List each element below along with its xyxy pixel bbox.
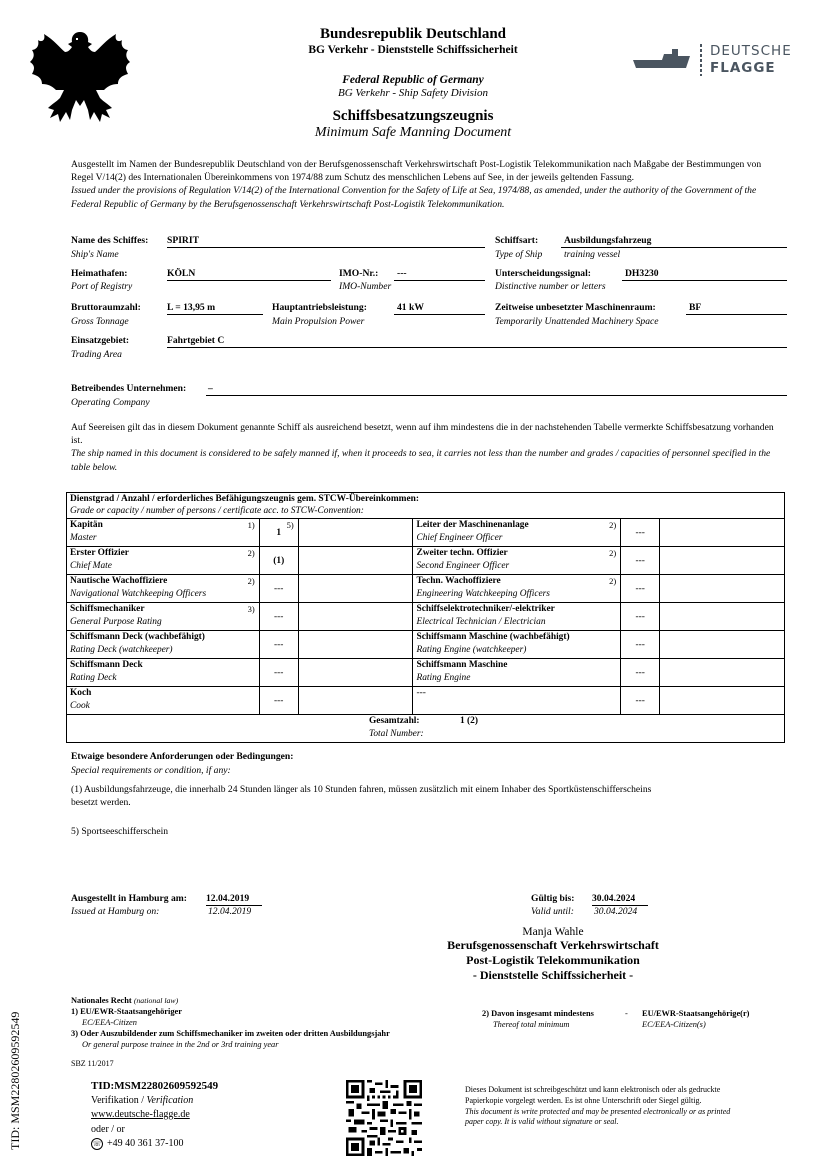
protection-note-en: This document is write protected and may be presented electronically or as printed paper copy. It is valid without signature or seal. — [465, 1106, 731, 1127]
gt-label-en: Gross Tonnage — [71, 316, 129, 327]
table-row — [67, 631, 785, 659]
footnote-ref: 2) — [609, 520, 617, 530]
grade-label: Zweiter techn. Offizier — [416, 548, 508, 558]
grade-label-en: Second Engineer Officer — [416, 561, 510, 571]
total-value: 1 (2) — [460, 716, 478, 726]
operator-value: – — [206, 383, 787, 396]
grade-label: Erster Offizier — [70, 548, 129, 558]
area-label-en: Trading Area — [71, 349, 122, 360]
safe-manning-en: The ship named in this document is considered to be safely manned if, when it proceeds to sea, it carries not less than the number and grades / capacities of personnel specified in the table below. — [71, 448, 771, 473]
crew-table-header-en: Grade or capacity / number of persons / certificate acc. to STCW-Convention: — [70, 506, 364, 516]
footnote-2-dash: - — [625, 1009, 628, 1018]
header-authority-en: BG Verkehr - Ship Safety Division — [338, 87, 488, 99]
grade-label-en: Master — [70, 533, 97, 543]
port-label-en: Port of Registry — [71, 281, 133, 292]
logo-text-2: FLAGGE — [710, 60, 776, 76]
area-label: Einsatzgebiet: — [71, 335, 130, 346]
verification-phone: +49 40 361 37-100 — [107, 1138, 184, 1149]
grade-count: --- — [621, 687, 660, 715]
document-title: Schiffsbesatzungszeugnis — [332, 108, 494, 124]
grade-label: --- — [416, 688, 426, 698]
ship-logo-icon — [632, 46, 692, 72]
grade-count: --- — [259, 631, 298, 659]
total-label-en: Total Number: — [369, 729, 424, 739]
signal-label: Unterscheidungssignal: — [495, 268, 591, 279]
federal-eagle-emblem — [30, 28, 130, 128]
special-heading: Etwaige besondere Anforderungen oder Bedingungen: — [71, 751, 294, 762]
national-law-label-en: (national law) — [133, 996, 179, 1005]
grade-label: Kapitän — [70, 520, 103, 530]
ums-value: BF — [686, 302, 787, 315]
issuer-org-2: Post-Logistik Telekommunikation — [466, 953, 640, 967]
grade-count: --- — [621, 631, 660, 659]
grade-label: Schiffsmann Maschine (wachbefähigt) — [416, 632, 570, 642]
table-row — [67, 575, 785, 603]
grade-count: 1 — [276, 527, 282, 538]
grade-label: Leiter der Maschinenanlage — [416, 520, 529, 530]
total-label: Gesamtzahl: — [369, 716, 420, 726]
verification-label: Verifikation / — [91, 1094, 147, 1106]
signal-value: DH3230 — [622, 268, 787, 281]
or-label: oder / or — [91, 1123, 125, 1135]
logo-divider — [700, 44, 702, 76]
port-label: Heimathafen: — [71, 268, 128, 279]
intro-de: Ausgestellt im Namen der Bundesrepublik Deutschland von der Berufsgenossenschaft Verkehrswirtschaft Post-Logistik Telekommunikation nach Maßgabe der Bestimmungen von Regel V/14(2) des Internationalen Übereinkommens von 1974/88 zum Schutz des menschlichen Lebens auf See, in der jeweils geltenden Fassung. — [71, 159, 762, 184]
footnote-ref: 2) — [609, 548, 617, 558]
form-number: SBZ 11/2017 — [71, 1059, 114, 1068]
table-row — [67, 547, 785, 575]
operator-label: Betreibendes Unternehmen: — [71, 383, 187, 394]
footnote-ref: 2) — [609, 576, 617, 586]
footnote-2-en: Thereof total minimum — [493, 1020, 570, 1029]
grade-label-en: Electrical Technician / Electrician — [416, 617, 546, 627]
ship-name-value: SPIRIT — [167, 235, 485, 248]
grade-label-en: Chief Mate — [70, 561, 112, 571]
footnote-2b-en: EC/EEA-Citizen(s) — [642, 1020, 706, 1029]
issuer-org-1: Berufsgenossenschaft Verkehrswirtschaft — [447, 938, 659, 952]
valid-label-en: Valid until: — [531, 906, 574, 917]
table-row — [67, 659, 785, 687]
table-row — [67, 687, 785, 715]
footnote-3-en: Or general purpose trainee in the 2nd or 3rd training year — [82, 1040, 279, 1049]
ship-type-value: Ausbildungsfahrzeug — [561, 235, 787, 248]
grade-count: --- — [259, 603, 298, 631]
signer-name: Manja Wahle — [522, 926, 584, 938]
grade-label: Schiffsmann Deck — [70, 660, 143, 670]
grade-count: (1) — [259, 547, 298, 575]
grade-count: --- — [621, 603, 660, 631]
grade-count: --- — [259, 575, 298, 603]
imo-label-en: IMO-Number — [339, 281, 392, 292]
national-law-label: Nationales Recht — [71, 996, 132, 1005]
grade-count: --- — [621, 575, 660, 603]
issued-date: 12.04.2019 — [206, 893, 262, 906]
ums-label: Zeitweise unbesetzter Maschinenraum: — [495, 302, 656, 313]
crew-table-header-de: Dienstgrad / Anzahl / erforderliches Befähigungszeugnis gem. STCW-Übereinkommen: — [70, 494, 419, 504]
issued-label-en: Issued at Hamburg on: — [71, 906, 160, 917]
footnote-2b: EU/EWR-Staatsangehörige(r) — [642, 1009, 750, 1018]
footnote-ref: 2) — [247, 548, 255, 558]
safe-manning-de: Auf Seereisen gilt das in diesem Dokument genannte Schiff als ausreichend besetzt, wenn auf ihm mindestens die in der nachstehenden Tabelle vermerkte Schiffsbesatzung vorhanden ist. — [71, 422, 774, 447]
valid-date: 30.04.2024 — [592, 893, 648, 906]
grade-label-en: General Purpose Rating — [70, 617, 162, 627]
power-label-en: Main Propulsion Power — [272, 316, 365, 327]
grade-label-en: Engineering Watchkeeping Officers — [416, 589, 550, 599]
ship-type-value-en: training vessel — [564, 249, 621, 260]
footnote-ref: 2) — [247, 576, 255, 586]
power-value: 41 kW — [394, 302, 485, 315]
crew-table-header — [67, 493, 785, 519]
grade-label-en: Cook — [70, 701, 90, 711]
document-subtitle: Minimum Safe Manning Document — [314, 125, 512, 140]
grade-label-en: Rating Deck — [70, 673, 117, 683]
header-country-en: Federal Republic of Germany — [342, 74, 484, 86]
valid-date-en: 30.04.2024 — [594, 906, 638, 917]
grade-label-en: Rating Deck (watchkeeper) — [70, 645, 173, 655]
valid-label: Gültig bis: — [531, 893, 575, 904]
grade-label-en: Navigational Watchkeeping Officers — [70, 589, 207, 599]
qr-code-icon — [346, 1080, 422, 1156]
grade-label: Schiffsmann Maschine — [416, 660, 508, 670]
area-value: Fahrtgebiet C — [167, 335, 787, 348]
grade-count: --- — [259, 659, 298, 687]
gt-value: L = 13,95 m — [167, 302, 263, 315]
footnote-1-en: EC/EEA-Citizen — [82, 1018, 137, 1027]
intro-en: Issued under the provisions of Regulation V/14(2) of the International Convention for the Safety of Life at Sea, 1974/88, as amended, under the authority of the Government of the Federal Republic of Germany by the Berufsgenossenschaft Verkehrswirtschaft Post-Logistik Telekommunikation. — [71, 185, 757, 210]
footnote-ref: 3) — [247, 604, 255, 614]
footnote-1: 1) EU/EWR-Staatsangehöriger — [71, 1007, 182, 1016]
ship-name-label-en: Ship's Name — [71, 249, 119, 260]
port-value: KÖLN — [167, 268, 331, 281]
table-row — [67, 603, 785, 631]
footnote-3: 3) Oder Auszubildender zum Schiffsmechaniker im zweiten oder dritten Ausbildungsjahr — [71, 1029, 390, 1038]
signal-label-en: Distinctive number or letters — [495, 281, 606, 292]
total-row — [67, 715, 785, 743]
issued-date-en: 12.04.2019 — [208, 906, 252, 917]
grade-label: Schiffsmann Deck (wachbefähigt) — [70, 632, 205, 642]
side-tid: TID: MSM22802609592549 — [8, 1011, 22, 1150]
protection-note-de: Dieses Dokument ist schreibgeschützt und kann elektronisch oder als gedruckte Papierkopie vorgelegt werden. Es ist ohne Unterschrift oder Siegel gültig. — [465, 1085, 721, 1105]
footnote-2: 2) Davon insgesamt mindestens — [482, 1009, 594, 1018]
power-label: Hauptantriebsleistung: — [272, 302, 367, 313]
grade-count: --- — [621, 659, 660, 687]
verification-link[interactable]: www.deutsche-flagge.de — [91, 1109, 190, 1120]
grade-count: --- — [621, 519, 660, 547]
grade-count: --- — [259, 687, 298, 715]
grade-count: --- — [621, 547, 660, 575]
grade-label-en: Rating Engine (watchkeeper) — [416, 645, 527, 655]
crew-table — [66, 492, 785, 743]
phone-icon: ☏ — [92, 1140, 102, 1148]
imo-value: --- — [394, 268, 485, 281]
special-heading-en: Special requirements or condition, if any: — [71, 765, 231, 776]
tid: TID:MSM22802609592549 — [91, 1080, 219, 1092]
grade-label-en: Rating Engine — [416, 673, 471, 683]
ship-type-label: Schiffsart: — [495, 235, 539, 246]
ship-name-label: Name des Schiffes: — [71, 235, 149, 246]
grade-label: Nautische Wachoffiziere — [70, 576, 168, 586]
issuer-org-3: - Dienststelle Schiffssicherheit - — [472, 968, 634, 982]
ums-label-en: Temporarily Unattended Machinery Space — [495, 316, 659, 327]
issued-label: Ausgestellt in Hamburg am: — [71, 893, 187, 904]
header-authority: BG Verkehr - Dienststelle Schiffssicherheit — [308, 44, 518, 56]
header-country: Bundesrepublik Deutschland — [319, 26, 507, 42]
special-condition-1: (1) Ausbildungsfahrzeuge, die innerhalb 24 Stunden länger als 10 Stunden fahren, müssen zusätzlich mit einem Inhaber des Sportküstenschifferscheins besetzt werden. — [71, 784, 652, 809]
logo-text-1: DEUTSCHE — [710, 43, 792, 59]
gt-label: Bruttoraumzahl: — [71, 302, 141, 313]
footnote-ref: 1) — [247, 520, 255, 530]
operator-label-en: Operating Company — [71, 397, 150, 408]
grade-label: Koch — [70, 688, 92, 698]
verification-label-en: Verification — [146, 1094, 194, 1106]
ship-type-label-en: Type of Ship — [495, 249, 543, 260]
footnote-ref: 5) — [286, 520, 294, 530]
imo-label: IMO-Nr.: — [339, 268, 379, 279]
grade-label: Schiffselektrotechniker/-elektriker — [416, 604, 555, 614]
table-row — [67, 519, 785, 547]
grade-label-en: Chief Engineer Officer — [416, 533, 503, 543]
special-condition-2: 5) Sportseeschifferschein — [71, 826, 169, 837]
grade-label: Schiffsmechaniker — [70, 604, 145, 614]
grade-label: Techn. Wachoffiziere — [416, 576, 501, 586]
